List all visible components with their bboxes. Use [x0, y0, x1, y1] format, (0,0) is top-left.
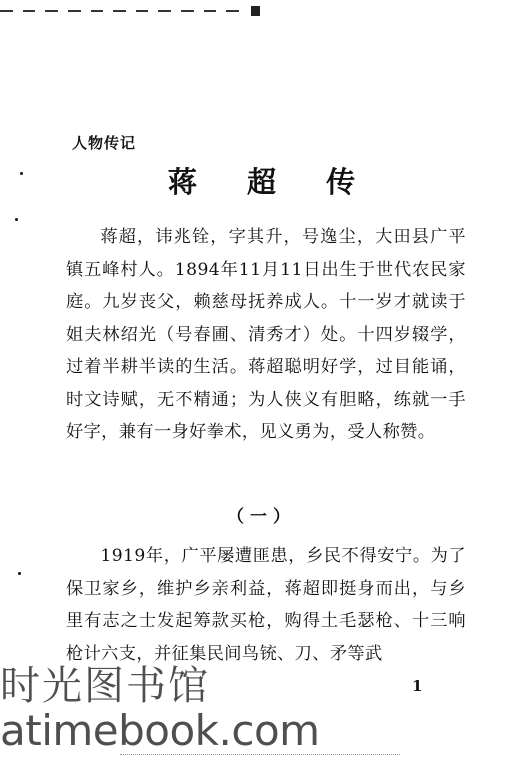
margin-speck	[18, 572, 21, 575]
page-number: 1	[412, 677, 423, 695]
top-dashed-rule	[0, 6, 260, 16]
bottom-scan-noise	[120, 754, 400, 761]
chapter-mark: （一）	[227, 507, 296, 527]
margin-speck	[15, 218, 18, 221]
watermark-line-2: atimebook.com	[0, 706, 320, 755]
section-label: 人物传记	[72, 134, 137, 152]
body-paragraph-2	[66, 540, 466, 670]
paragraph-1-text: 蒋超，讳兆铨，字其升，号逸尘，大田县广平镇五峰村人。1894年11月11日出生于世代农民家庭。九岁丧父，赖慈母抚养成人。十一岁才就读于姐夫林绍光（号春圃、清秀才）处。十四岁辍学，过着半耕半读的生活。蒋超聪明好学，过目能诵，时文诗赋，无不精通；为人侠义有胆略，练就一手好字，兼有一身好拳术，见义勇为，受人称赞。	[66, 227, 466, 442]
paragraph-2-text: 1919年，广平屡遭匪患，乡民不得安宁。为了保卫家乡，维护乡亲利益，蒋超即挺身而出，与乡里有志之士发起筹款买枪，购得土毛瑟枪、十三响枪计六支，并征集民间鸟铳、刀、矛等武	[66, 546, 466, 664]
body-paragraph-1	[66, 221, 466, 449]
article-title: 蒋 超 传	[167, 165, 376, 199]
watermark-line-1: 时光图书馆	[0, 663, 210, 709]
